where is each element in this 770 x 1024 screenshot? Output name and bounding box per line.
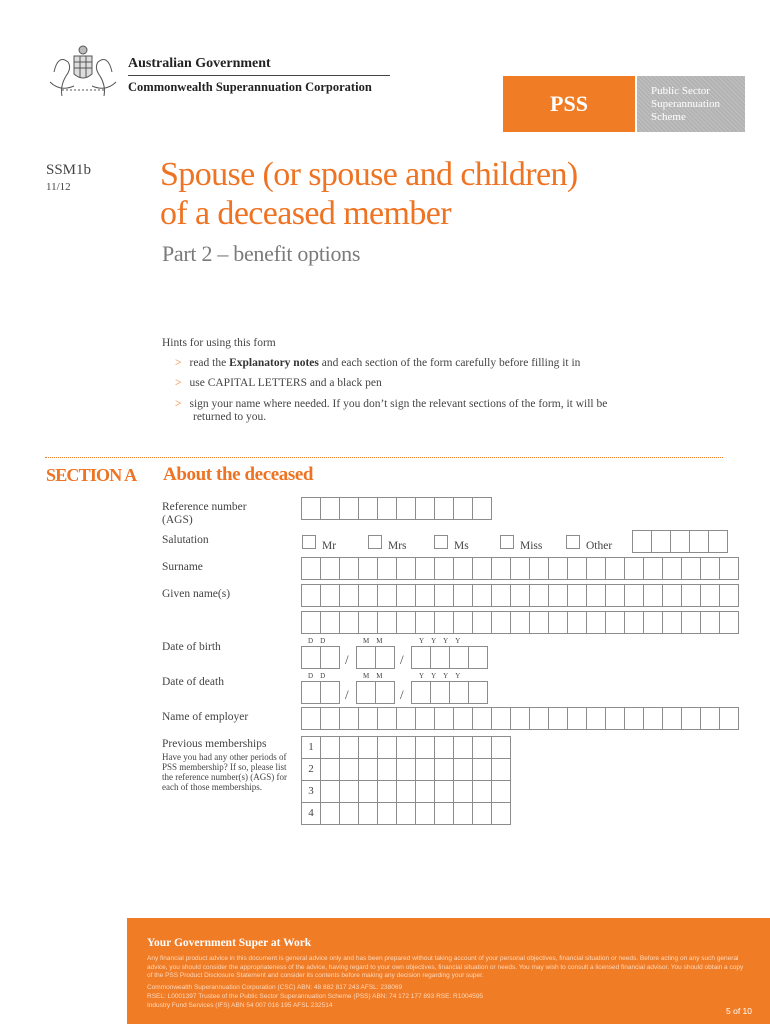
- reference-number-sublabel: (AGS): [162, 514, 193, 526]
- previous-membership-row-1[interactable]: [301, 736, 511, 759]
- scheme-line-3: Scheme: [651, 111, 686, 123]
- previous-memberships-help: Have you had any other periods of PSS membership? If so, please list the reference number(s) (AGS) for each of those memberships.: [162, 752, 287, 792]
- mr-checkbox[interactable]: [302, 535, 316, 549]
- corporation-title: Commonwealth Superannuation Corporation: [128, 80, 372, 94]
- salutation-ms[interactable]: [434, 535, 469, 554]
- row-number: 4: [301, 802, 321, 825]
- mrs-checkbox[interactable]: [368, 535, 382, 549]
- dod-day-hint: D D: [308, 672, 326, 680]
- footer-banner: [127, 918, 770, 1024]
- row-number: 2: [301, 758, 321, 781]
- form-date: 11/12: [46, 181, 71, 193]
- row-number: 3: [301, 780, 321, 803]
- page-number: 5 of 10: [726, 1006, 752, 1016]
- miss-checkbox[interactable]: [500, 535, 514, 549]
- scheme-name-panel: [637, 76, 745, 132]
- other-label: Other: [586, 540, 613, 552]
- salutation-mr[interactable]: [302, 535, 336, 554]
- coat-of-arms-logo: [44, 42, 122, 100]
- dob-slash: /: [400, 652, 404, 667]
- form-code: SSM1b: [46, 162, 92, 178]
- hint-arrow-icon: >: [175, 357, 182, 369]
- pss-logo-box: PSS: [503, 76, 635, 132]
- given-names-label: Given name(s): [162, 588, 231, 600]
- government-title: Australian Government: [128, 56, 271, 71]
- employer-field[interactable]: [301, 707, 739, 730]
- dob-year-hint: Y Y Y Y: [419, 637, 461, 645]
- dob-year-field[interactable]: [411, 646, 488, 669]
- dod-year-hint: Y Y Y Y: [419, 672, 461, 680]
- form-title-line-2: of a deceased member: [160, 195, 451, 232]
- footer-title: Your Government Super at Work: [147, 937, 312, 949]
- dob-month-hint: M M: [363, 637, 383, 645]
- dob-slash: /: [345, 652, 349, 667]
- scheme-line-1: Public Sector: [651, 85, 710, 97]
- dod-slash: /: [400, 687, 404, 702]
- section-a-title: About the deceased: [163, 464, 314, 485]
- ms-label: Ms: [454, 540, 469, 552]
- reference-number-label: Reference number: [162, 501, 247, 513]
- hint-item: > sign your name where needed. If you don’t sign the relevant sections of the form, it will be: [175, 398, 608, 410]
- given-names-field-2[interactable]: [301, 611, 739, 634]
- row-number: 1: [301, 736, 321, 759]
- form-subtitle: Part 2 – benefit options: [162, 241, 361, 266]
- dob-day-field[interactable]: [301, 646, 340, 669]
- date-of-death-label: Date of death: [162, 676, 224, 688]
- hint-arrow-icon: >: [175, 377, 182, 389]
- other-salutation-field[interactable]: [632, 530, 728, 553]
- salutation-mrs[interactable]: [368, 535, 407, 554]
- hint-item: > read the Explanatory notes and each section of the form carefully before filling it in: [175, 357, 581, 369]
- ms-checkbox[interactable]: [434, 535, 448, 549]
- footer-disclaimer: Any financial product advice in this document is general advice only and has been prepared without taking account of your personal objectives, financial situation or needs. Before acting on any such general advice, you should consider the appropriateness of the advice, having regard to your own objectives, financial situation or needs. You may wish to consult a licensed financial advisor. You should obtain a copy of the PSS Product Disclosure Statement and consider its contents before making any decision regarding your super.: [147, 955, 744, 979]
- footer-line-rsel: RSEL: L0001397 Trustee of the Public Sector Superannuation Scheme (PSS) ABN: 74 172 177 893 RSE: R1004595: [147, 993, 484, 1000]
- miss-label: Miss: [520, 540, 543, 552]
- dod-day-field[interactable]: [301, 681, 340, 704]
- dod-slash: /: [345, 687, 349, 702]
- footer-line-ifs: Industry Fund Services (IFS) ABN 54 007 016 195 AFSL 232514: [147, 1002, 333, 1009]
- previous-membership-row-4[interactable]: [301, 802, 511, 825]
- dob-day-hint: D D: [308, 637, 326, 645]
- hint-item: > use CAPITAL LETTERS and a black pen: [175, 377, 382, 389]
- date-of-birth-label: Date of birth: [162, 641, 221, 653]
- salutation-miss[interactable]: [500, 535, 542, 554]
- surname-field[interactable]: [301, 557, 739, 580]
- header-divider: [128, 75, 390, 76]
- section-divider: [45, 457, 723, 458]
- dod-month-field[interactable]: [356, 681, 395, 704]
- scheme-line-2: Superannuation: [651, 98, 721, 110]
- mr-label: Mr: [322, 540, 337, 552]
- section-a-label: SECTION A: [46, 465, 137, 485]
- hint-item-continuation: returned to you.: [193, 411, 267, 423]
- given-names-field-1[interactable]: [301, 584, 739, 607]
- dod-year-field[interactable]: [411, 681, 488, 704]
- previous-memberships-label: Previous memberships: [162, 738, 267, 750]
- reference-number-field[interactable]: [301, 497, 492, 520]
- hints-title: Hints for using this form: [162, 337, 276, 349]
- salutation-other[interactable]: [566, 535, 612, 554]
- hint-arrow-icon: >: [175, 398, 182, 410]
- employer-label: Name of employer: [162, 711, 249, 723]
- dod-month-hint: M M: [363, 672, 383, 680]
- other-checkbox[interactable]: [566, 535, 580, 549]
- surname-label: Surname: [162, 561, 203, 573]
- dob-month-field[interactable]: [356, 646, 395, 669]
- footer-line-csc: Commonwealth Superannuation Corporation (CSC) ABN: 48 882 817 243 AFSL: 238069: [147, 984, 403, 991]
- form-title-line-1: Spouse (or spouse and children): [160, 156, 578, 193]
- previous-membership-row-3[interactable]: [301, 780, 511, 803]
- previous-membership-row-2[interactable]: [301, 758, 511, 781]
- previous-memberships-grid: [301, 736, 511, 825]
- salutation-label: Salutation: [162, 534, 209, 546]
- mrs-label: Mrs: [388, 540, 407, 552]
